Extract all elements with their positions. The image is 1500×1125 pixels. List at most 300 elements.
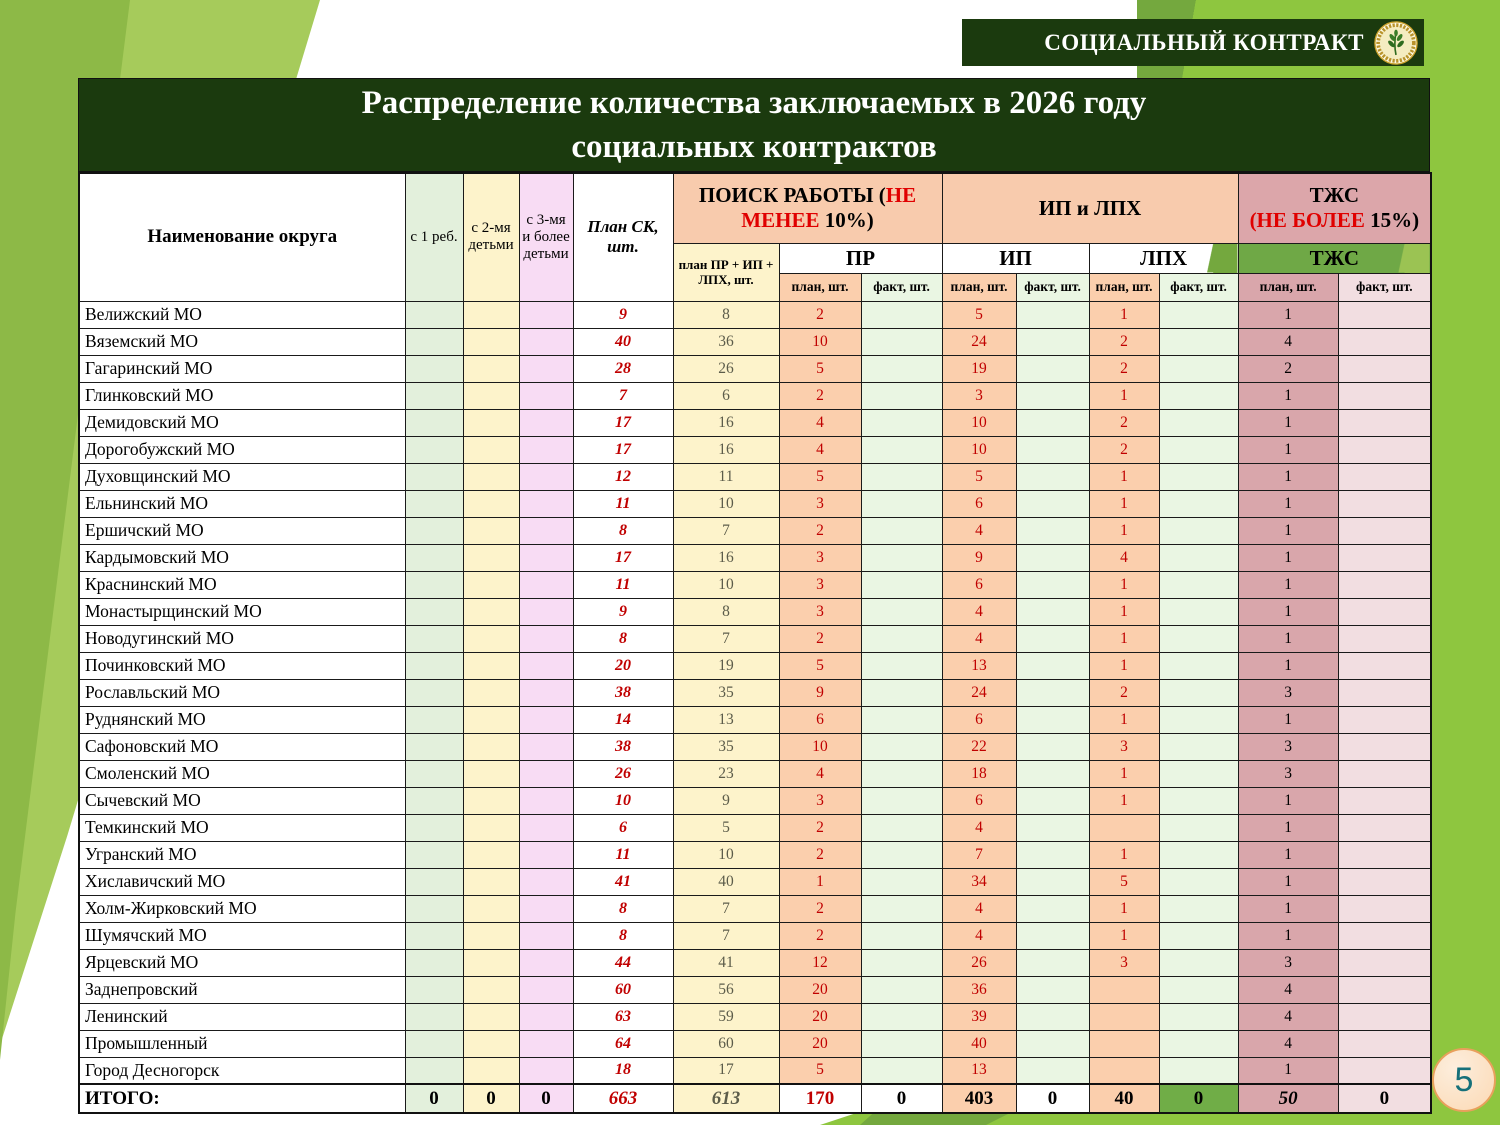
sub-header-ip-plan: план, шт.: [942, 273, 1016, 301]
cell-name: Темкинский МО: [79, 814, 405, 841]
cell-tzhs-fakt: [1338, 1003, 1431, 1030]
cell-pr-fakt: [861, 544, 942, 571]
table-body: [79, 301, 1431, 1113]
table-row: [79, 328, 1431, 355]
cell-lph-plan: 1: [1089, 571, 1159, 598]
cell-child1: [405, 652, 463, 679]
cell-plan-sk: 7: [573, 382, 673, 409]
cell-child2: [463, 382, 519, 409]
cell-child3: [519, 679, 573, 706]
tzhs-text: ТЖС: [1309, 183, 1360, 208]
table-row: [79, 1057, 1431, 1084]
cell-ip-plan: 39: [942, 1003, 1016, 1030]
cell-plan-sum: 6: [673, 382, 779, 409]
tzhs-suffix: 15%): [1364, 208, 1420, 233]
cell-plan-sk: 8: [573, 922, 673, 949]
cell-ip-plan: 6: [942, 571, 1016, 598]
cell-child3: [519, 652, 573, 679]
cell-lph-plan: 2: [1089, 328, 1159, 355]
cell-child2: [463, 841, 519, 868]
cell-lph-plan: 1: [1089, 490, 1159, 517]
cell-child1: [405, 733, 463, 760]
cell-name: Город Десногорск: [79, 1057, 405, 1084]
total-name: ИТОГО:: [79, 1084, 405, 1113]
total-ip-plan: 403: [942, 1084, 1016, 1113]
cell-child2: [463, 787, 519, 814]
cell-pr-plan: 4: [779, 760, 861, 787]
sub-header-ip-fakt: факт, шт.: [1016, 273, 1089, 301]
cell-lph-fakt: [1159, 949, 1238, 976]
cell-plan-sum: 60: [673, 1030, 779, 1057]
table-row: [79, 598, 1431, 625]
band-header-ip: ИП: [942, 243, 1089, 273]
cell-child3: [519, 1003, 573, 1030]
cell-lph-plan: 1: [1089, 760, 1159, 787]
cell-ip-plan: 24: [942, 328, 1016, 355]
cell-ip-plan: 5: [942, 301, 1016, 328]
total-child1: 0: [405, 1084, 463, 1113]
cell-child1: [405, 328, 463, 355]
cell-tzhs-fakt: [1338, 1057, 1431, 1084]
table-row: [79, 922, 1431, 949]
cell-pr-plan: 10: [779, 733, 861, 760]
cell-ip-fakt: [1016, 814, 1089, 841]
band-header-tzhs: ТЖС: [1238, 243, 1431, 273]
cell-tzhs-fakt: [1338, 517, 1431, 544]
cell-plan-sk: 11: [573, 571, 673, 598]
cell-pr-plan: 2: [779, 841, 861, 868]
cell-child1: [405, 868, 463, 895]
cell-child1: [405, 976, 463, 1003]
cell-name: Демидовский МО: [79, 409, 405, 436]
total-pr-plan: 170: [779, 1084, 861, 1113]
job-search-suffix: 10%): [819, 208, 874, 233]
total-lph-fakt: 0: [1159, 1084, 1238, 1113]
cell-lph-plan: 1: [1089, 787, 1159, 814]
cell-plan-sum: 8: [673, 301, 779, 328]
cell-pr-fakt: [861, 571, 942, 598]
cell-tzhs-fakt: [1338, 436, 1431, 463]
cell-plan-sk: 17: [573, 409, 673, 436]
cell-pr-fakt: [861, 787, 942, 814]
cell-name: Промышленный: [79, 1030, 405, 1057]
cell-pr-fakt: [861, 652, 942, 679]
cell-ip-fakt: [1016, 787, 1089, 814]
cell-tzhs-fakt: [1338, 463, 1431, 490]
cell-plan-sum: 11: [673, 463, 779, 490]
cell-lph-plan: 2: [1089, 436, 1159, 463]
cell-child3: [519, 382, 573, 409]
cell-lph-fakt: [1159, 652, 1238, 679]
cell-pr-plan: 2: [779, 625, 861, 652]
cell-lph-fakt: [1159, 895, 1238, 922]
cell-name: Монастырщинский МО: [79, 598, 405, 625]
cell-pr-fakt: [861, 868, 942, 895]
cell-ip-fakt: [1016, 328, 1089, 355]
cell-pr-plan: 2: [779, 895, 861, 922]
cell-ip-plan: 34: [942, 868, 1016, 895]
cell-pr-fakt: [861, 355, 942, 382]
cell-tzhs-plan: 3: [1238, 679, 1338, 706]
cell-plan-sk: 41: [573, 868, 673, 895]
cell-ip-fakt: [1016, 517, 1089, 544]
cell-tzhs-fakt: [1338, 841, 1431, 868]
total-plan-sk: 663: [573, 1084, 673, 1113]
background-right-band: [1430, 60, 1500, 1125]
group-header-ip-lph: ИП и ЛПХ: [942, 173, 1238, 243]
cell-ip-fakt: [1016, 1003, 1089, 1030]
cell-child3: [519, 544, 573, 571]
cell-tzhs-plan: 4: [1238, 1030, 1338, 1057]
cell-lph-fakt: [1159, 679, 1238, 706]
cell-lph-fakt: [1159, 922, 1238, 949]
cell-child2: [463, 436, 519, 463]
cell-ip-plan: 10: [942, 409, 1016, 436]
cell-child1: [405, 1057, 463, 1084]
cell-tzhs-fakt: [1338, 490, 1431, 517]
cell-pr-fakt: [861, 301, 942, 328]
cell-plan-sk: 11: [573, 841, 673, 868]
sub-header-tzhs-fakt: факт, шт.: [1338, 273, 1431, 301]
cell-tzhs-fakt: [1338, 544, 1431, 571]
cell-ip-fakt: [1016, 652, 1089, 679]
cell-plan-sum: 7: [673, 517, 779, 544]
cell-pr-fakt: [861, 841, 942, 868]
table-row: [79, 625, 1431, 652]
cell-plan-sk: 9: [573, 598, 673, 625]
cell-ip-plan: 13: [942, 652, 1016, 679]
table-row: [79, 355, 1431, 382]
cell-lph-fakt: [1159, 382, 1238, 409]
cell-child3: [519, 895, 573, 922]
cell-lph-fakt: [1159, 841, 1238, 868]
cell-plan-sum: 9: [673, 787, 779, 814]
cell-ip-plan: 6: [942, 787, 1016, 814]
cell-name: Рославльский МО: [79, 679, 405, 706]
group-header-job-search: [673, 173, 942, 243]
cell-name: Руднянский МО: [79, 706, 405, 733]
col-header-plan-sk: План СК, шт.: [573, 173, 673, 301]
cell-tzhs-fakt: [1338, 787, 1431, 814]
cell-pr-plan: 5: [779, 463, 861, 490]
cell-tzhs-plan: 3: [1238, 760, 1338, 787]
cell-name: Краснинский МО: [79, 571, 405, 598]
cell-name: Ершичский МО: [79, 517, 405, 544]
cell-child1: [405, 490, 463, 517]
cell-child3: [519, 976, 573, 1003]
cell-child3: [519, 436, 573, 463]
cell-lph-plan: 3: [1089, 949, 1159, 976]
total-pr-fakt: 0: [861, 1084, 942, 1113]
cell-child1: [405, 382, 463, 409]
cell-pr-fakt: [861, 895, 942, 922]
cell-child2: [463, 922, 519, 949]
group-header-tzhs: [1238, 173, 1431, 243]
cell-child2: [463, 571, 519, 598]
cell-lph-plan: 1: [1089, 382, 1159, 409]
cell-ip-fakt: [1016, 760, 1089, 787]
cell-child2: [463, 355, 519, 382]
cell-child2: [463, 1057, 519, 1084]
cell-tzhs-fakt: [1338, 706, 1431, 733]
cell-child3: [519, 490, 573, 517]
cell-tzhs-plan: 1: [1238, 652, 1338, 679]
page-number: 5: [1454, 1060, 1474, 1099]
cell-lph-plan: 2: [1089, 355, 1159, 382]
table-row: [79, 706, 1431, 733]
cell-ip-plan: 26: [942, 949, 1016, 976]
cell-lph-fakt: [1159, 301, 1238, 328]
cell-ip-fakt: [1016, 976, 1089, 1003]
cell-plan-sk: 9: [573, 301, 673, 328]
cell-child1: [405, 679, 463, 706]
cell-plan-sum: 17: [673, 1057, 779, 1084]
cell-tzhs-plan: 4: [1238, 1003, 1338, 1030]
cell-tzhs-plan: 4: [1238, 328, 1338, 355]
cell-child3: [519, 706, 573, 733]
cell-lph-fakt: [1159, 598, 1238, 625]
total-child2: 0: [463, 1084, 519, 1113]
cell-plan-sum: 16: [673, 409, 779, 436]
cell-tzhs-plan: 1: [1238, 436, 1338, 463]
cell-ip-plan: 4: [942, 922, 1016, 949]
cell-child2: [463, 301, 519, 328]
cell-plan-sk: 11: [573, 490, 673, 517]
cell-name: Духовщинский МО: [79, 463, 405, 490]
table-row: [79, 976, 1431, 1003]
cell-plan-sk: 14: [573, 706, 673, 733]
contracts-table: [78, 172, 1432, 1114]
cell-plan-sum: 16: [673, 436, 779, 463]
cell-tzhs-plan: 1: [1238, 895, 1338, 922]
cell-lph-plan: 1: [1089, 598, 1159, 625]
cell-child1: [405, 760, 463, 787]
cell-child1: [405, 1030, 463, 1057]
table-row: [79, 436, 1431, 463]
cell-lph-plan: 3: [1089, 733, 1159, 760]
cell-plan-sk: 44: [573, 949, 673, 976]
cell-lph-fakt: [1159, 409, 1238, 436]
cell-pr-fakt: [861, 976, 942, 1003]
col-header-name: Наименование округа: [79, 173, 405, 301]
cell-plan-sk: 8: [573, 625, 673, 652]
cell-child2: [463, 1003, 519, 1030]
table-row: [79, 409, 1431, 436]
cell-tzhs-plan: 1: [1238, 382, 1338, 409]
table-row: [79, 895, 1431, 922]
cell-tzhs-plan: 1: [1238, 490, 1338, 517]
cell-tzhs-plan: 1: [1238, 598, 1338, 625]
cell-lph-plan: 1: [1089, 922, 1159, 949]
cell-pr-plan: 3: [779, 571, 861, 598]
cell-tzhs-fakt: [1338, 1030, 1431, 1057]
cell-name: Шумячский МО: [79, 922, 405, 949]
cell-plan-sk: 17: [573, 544, 673, 571]
cell-tzhs-plan: 1: [1238, 625, 1338, 652]
cell-ip-fakt: [1016, 841, 1089, 868]
cell-tzhs-plan: 2: [1238, 355, 1338, 382]
cell-child2: [463, 814, 519, 841]
cell-ip-plan: 22: [942, 733, 1016, 760]
cell-plan-sum: 26: [673, 355, 779, 382]
cell-plan-sum: 13: [673, 706, 779, 733]
cell-plan-sum: 7: [673, 895, 779, 922]
table-row: [79, 868, 1431, 895]
cell-ip-fakt: [1016, 679, 1089, 706]
cell-pr-fakt: [861, 625, 942, 652]
cell-plan-sum: 7: [673, 922, 779, 949]
cell-name: Дорогобужский МО: [79, 436, 405, 463]
cell-child1: [405, 517, 463, 544]
cell-pr-plan: 12: [779, 949, 861, 976]
col-header-child1: с 1 реб.: [405, 173, 463, 301]
cell-child1: [405, 787, 463, 814]
cell-pr-fakt: [861, 760, 942, 787]
cell-child2: [463, 733, 519, 760]
cell-tzhs-fakt: [1338, 598, 1431, 625]
col-header-plan-sum: план ПР + ИП + ЛПХ, шт.: [673, 243, 779, 301]
cell-child1: [405, 409, 463, 436]
cell-child3: [519, 760, 573, 787]
cell-lph-fakt: [1159, 814, 1238, 841]
cell-tzhs-plan: 1: [1238, 922, 1338, 949]
cell-pr-fakt: [861, 679, 942, 706]
table-row: [79, 382, 1431, 409]
cell-child2: [463, 949, 519, 976]
cell-name: Велижский МО: [79, 301, 405, 328]
cell-ip-fakt: [1016, 463, 1089, 490]
table-row: [79, 841, 1431, 868]
cell-child2: [463, 760, 519, 787]
cell-tzhs-plan: 1: [1238, 841, 1338, 868]
cell-child3: [519, 868, 573, 895]
cell-tzhs-plan: 1: [1238, 463, 1338, 490]
cell-lph-fakt: [1159, 490, 1238, 517]
cell-plan-sk: 17: [573, 436, 673, 463]
cell-lph-plan: [1089, 1057, 1159, 1084]
cell-ip-plan: 13: [942, 1057, 1016, 1084]
cell-child1: [405, 544, 463, 571]
cell-lph-fakt: [1159, 328, 1238, 355]
cell-pr-plan: 2: [779, 517, 861, 544]
cell-child2: [463, 544, 519, 571]
cell-lph-plan: 1: [1089, 841, 1159, 868]
cell-child3: [519, 463, 573, 490]
page-title: [78, 78, 1430, 172]
cell-ip-fakt: [1016, 733, 1089, 760]
band-header-pr: ПР: [779, 243, 942, 273]
cell-lph-fakt: [1159, 1057, 1238, 1084]
col-header-child3: с 3-мя и более детьми: [519, 173, 573, 301]
cell-pr-plan: 5: [779, 1057, 861, 1084]
cell-child3: [519, 949, 573, 976]
cell-ip-plan: 7: [942, 841, 1016, 868]
cell-tzhs-plan: 1: [1238, 517, 1338, 544]
cell-child3: [519, 571, 573, 598]
cell-ip-fakt: [1016, 301, 1089, 328]
cell-name: Смоленский МО: [79, 760, 405, 787]
cell-child1: [405, 625, 463, 652]
cell-plan-sum: 7: [673, 625, 779, 652]
table-row: [79, 517, 1431, 544]
tzhs-red-text: (НЕ БОЛЕЕ: [1249, 208, 1365, 233]
cell-tzhs-fakt: [1338, 949, 1431, 976]
cell-child1: [405, 571, 463, 598]
cell-child1: [405, 895, 463, 922]
cell-lph-plan: 1: [1089, 706, 1159, 733]
cell-ip-fakt: [1016, 571, 1089, 598]
cell-child1: [405, 436, 463, 463]
total-ip-fakt: 0: [1016, 1084, 1089, 1113]
cell-child3: [519, 1057, 573, 1084]
cell-tzhs-fakt: [1338, 733, 1431, 760]
cell-lph-plan: 1: [1089, 463, 1159, 490]
cell-plan-sk: 63: [573, 1003, 673, 1030]
cell-pr-fakt: [861, 598, 942, 625]
cell-child2: [463, 652, 519, 679]
cell-tzhs-fakt: [1338, 328, 1431, 355]
cell-child2: [463, 868, 519, 895]
cell-ip-plan: 18: [942, 760, 1016, 787]
cell-pr-fakt: [861, 706, 942, 733]
cell-child3: [519, 922, 573, 949]
cell-name: Сычевский МО: [79, 787, 405, 814]
cell-child2: [463, 895, 519, 922]
cell-pr-plan: 3: [779, 598, 861, 625]
cell-ip-plan: 5: [942, 463, 1016, 490]
cell-lph-fakt: [1159, 517, 1238, 544]
cell-pr-fakt: [861, 409, 942, 436]
cell-lph-plan: [1089, 976, 1159, 1003]
cell-ip-fakt: [1016, 355, 1089, 382]
cell-name: Ленинский: [79, 1003, 405, 1030]
cell-tzhs-fakt: [1338, 976, 1431, 1003]
cell-tzhs-fakt: [1338, 301, 1431, 328]
cell-tzhs-fakt: [1338, 409, 1431, 436]
cell-child1: [405, 355, 463, 382]
cell-pr-plan: 3: [779, 490, 861, 517]
sub-header-tzhs-plan: план, шт.: [1238, 273, 1338, 301]
col-header-child2: с 2-мя детьми: [463, 173, 519, 301]
cell-plan-sum: 8: [673, 598, 779, 625]
cell-lph-plan: 1: [1089, 517, 1159, 544]
cell-ip-fakt: [1016, 598, 1089, 625]
cell-ip-fakt: [1016, 409, 1089, 436]
cell-pr-plan: 4: [779, 436, 861, 463]
cell-pr-plan: 10: [779, 328, 861, 355]
cell-tzhs-fakt: [1338, 814, 1431, 841]
cell-pr-plan: 20: [779, 1030, 861, 1057]
table-row: [79, 490, 1431, 517]
cell-tzhs-fakt: [1338, 652, 1431, 679]
total-tzhs-fakt: 0: [1338, 1084, 1431, 1113]
cell-plan-sum: 16: [673, 544, 779, 571]
cell-name: Заднепровский: [79, 976, 405, 1003]
cell-child1: [405, 841, 463, 868]
total-row: [79, 1084, 1431, 1113]
cell-tzhs-fakt: [1338, 382, 1431, 409]
cell-tzhs-plan: 1: [1238, 1057, 1338, 1084]
sub-header-pr-plan: план, шт.: [779, 273, 861, 301]
cell-tzhs-plan: 4: [1238, 976, 1338, 1003]
cell-name: Сафоновский МО: [79, 733, 405, 760]
table-row: [79, 571, 1431, 598]
cell-lph-plan: [1089, 1003, 1159, 1030]
cell-child1: [405, 463, 463, 490]
cell-plan-sum: 35: [673, 679, 779, 706]
cell-ip-plan: 19: [942, 355, 1016, 382]
cell-plan-sk: 38: [573, 679, 673, 706]
